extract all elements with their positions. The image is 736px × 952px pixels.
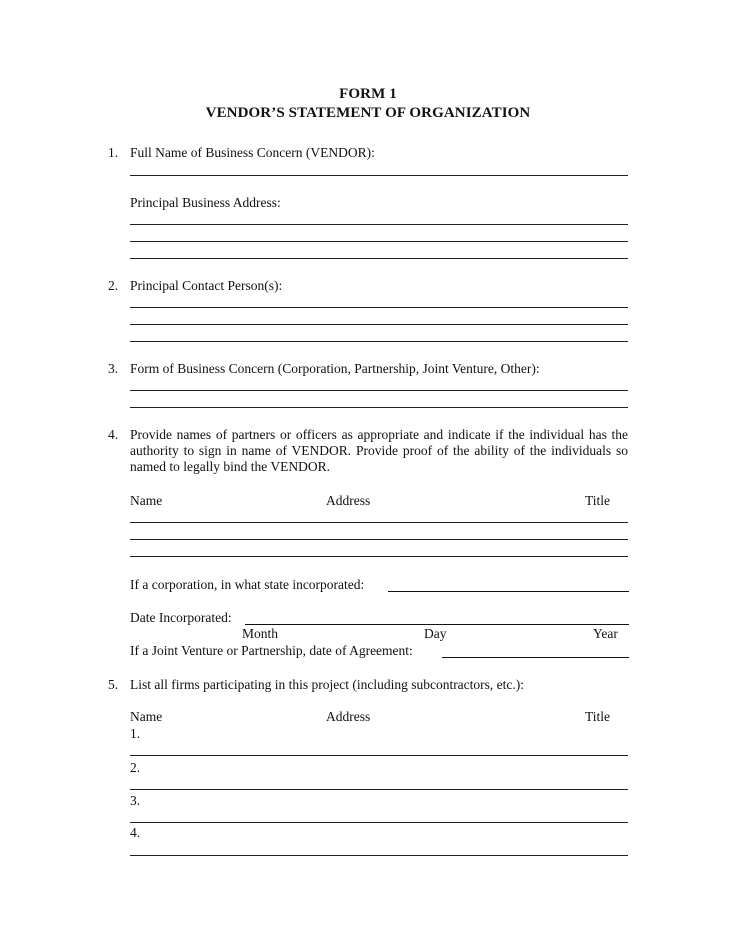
year-label: Year [593,626,618,641]
firm-item-number: 1. [130,726,141,741]
business-address-label: Principal Business Address: [130,195,281,210]
form-title: VENDOR’S STATEMENT OF ORGANIZATION [205,105,531,121]
officer-row-2[interactable] [130,539,628,540]
firm-item-number: 3. [130,793,141,808]
contact-person-field-1[interactable] [130,307,628,308]
date-incorporated-label: Date Incorporated: [130,610,232,625]
firm-row-4[interactable] [130,855,628,856]
firm-row-3[interactable] [130,822,628,823]
state-incorporated-field[interactable] [388,591,629,592]
officers-col-address: Address [326,493,371,508]
business-form-label: Form of Business Concern (Corporation, Partnership, Joint Venture, Other): [130,361,540,376]
officer-row-3[interactable] [130,556,628,557]
section-4-number: 4. [108,427,119,442]
section-1-number: 1. [108,145,119,160]
firm-row-2[interactable] [130,789,628,790]
firms-col-name: Name [130,709,163,724]
firm-item-number: 4. [130,825,141,840]
firm-item-number: 2. [130,760,141,775]
firms-col-title: Title [585,709,611,724]
business-form-field-2[interactable] [130,407,628,408]
business-name-label: Full Name of Business Concern (VENDOR): [130,145,375,160]
section-5-number: 5. [108,677,119,692]
month-label: Month [242,626,279,641]
section-3-number: 3. [108,361,119,376]
state-incorporated-label: If a corporation, in what state incorporated: [130,577,365,592]
business-name-field[interactable] [130,175,628,176]
officer-row-1[interactable] [130,522,628,523]
contact-person-field-2[interactable] [130,324,628,325]
contact-person-label: Principal Contact Person(s): [130,278,283,293]
firms-label: List all firms participating in this project (including subcontractors, etc.): [130,677,525,692]
section-2-number: 2. [108,278,119,293]
contact-person-field-3[interactable] [130,341,628,342]
officers-col-title: Title [585,493,611,508]
business-address-field-1[interactable] [130,224,628,225]
officers-col-name: Name [130,493,163,508]
jv-date-field[interactable] [442,657,629,658]
partners-instructions: Provide names of partners or officers as appropriate and indicate if the individual has the authority to sign in name of VENDOR. Provide proof of the ability of the individuals so named to legally bind the VENDOR. [130,427,628,474]
firm-row-1[interactable] [130,755,628,756]
jv-date-label: If a Joint Venture or Partnership, date of Agreement: [130,643,413,658]
firms-col-address: Address [326,709,371,724]
day-label: Day [424,626,447,641]
form-number: FORM 1 [339,86,397,102]
business-address-field-2[interactable] [130,241,628,242]
date-incorporated-field[interactable] [245,624,629,625]
business-address-field-3[interactable] [130,258,628,259]
business-form-field-1[interactable] [130,390,628,391]
